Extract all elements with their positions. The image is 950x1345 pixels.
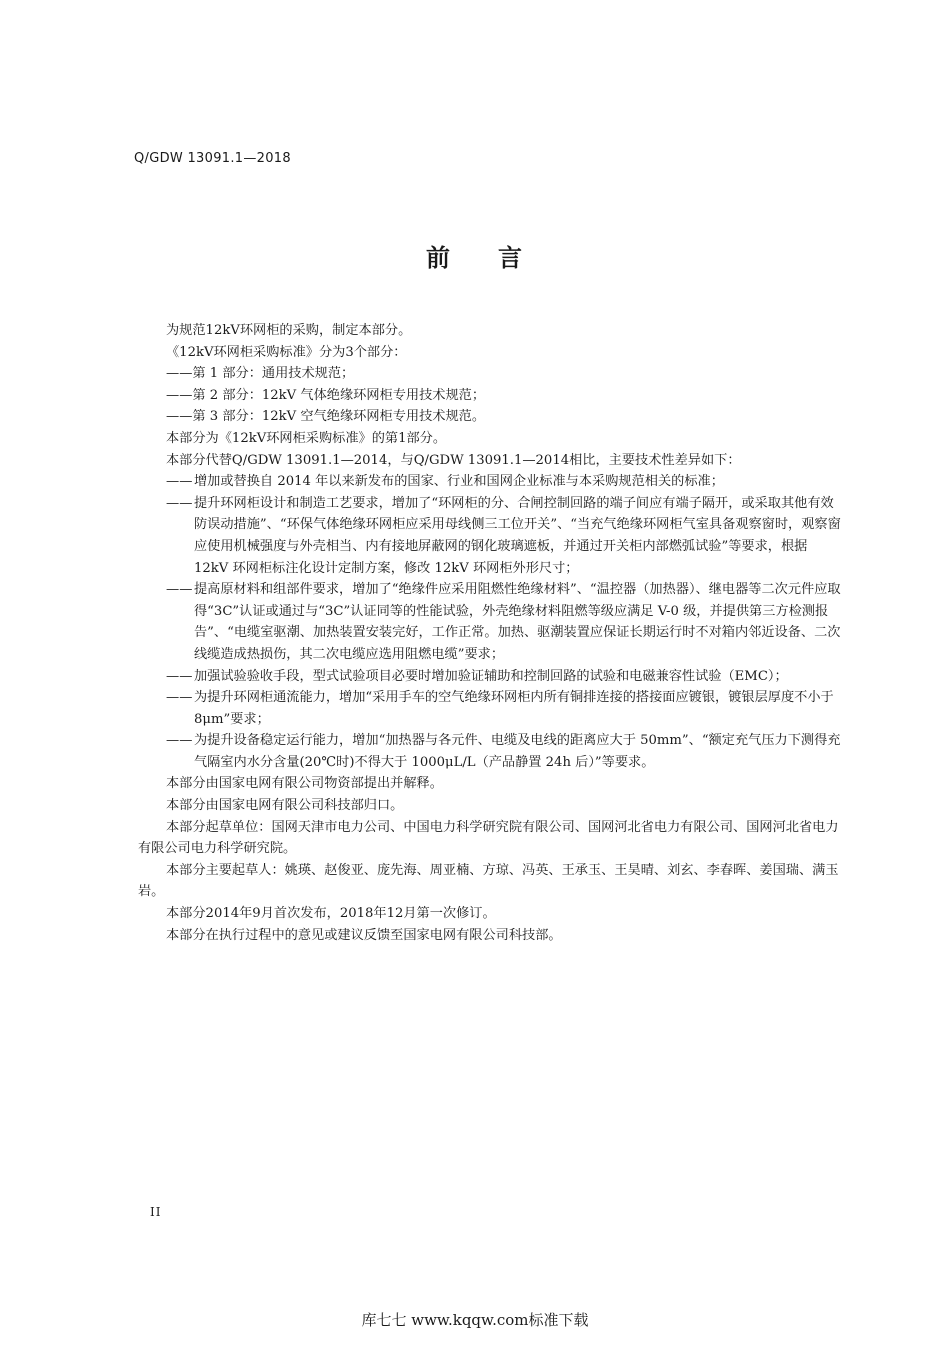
foreword-body — [138, 320, 841, 946]
dash-marker: —— — [166, 474, 193, 490]
paragraph-replaces: 本部分代替Q/GDW 13091.1—2014，与Q/GDW 13091.1—2014相比，主要技术性差异如下： — [166, 452, 741, 468]
page-title — [0, 238, 950, 273]
paragraph-history: 本部分2014年9月首次发布，2018年12月第一次修订。 — [166, 906, 496, 922]
change-item-text: 提升环网柜设计和制造工艺要求，增加了“环网柜的分、合闸控制回路的端子间应有端子隔开，或采取其他有效防误动措施”、“环保气体绝缘环网柜应采用母线侧三工位开关”、“当充气绝缘环网柜气室具备观察窗时，观察窗应使用机械强度与外壳相当、内有接地屏蔽网的钢化玻璃遮板，并通过开关柜内部燃弧试验”等要求，根据 12kV 环网柜标注化设计定制方案，修改 12kV 环网柜外形尺寸； — [194, 495, 841, 576]
paragraph-scope: 本部分为《12kV环网柜采购标准》的第1部分。 — [166, 430, 447, 446]
page-number: II — [150, 1205, 162, 1219]
list-item-part-3: ——第 3 部分：12kV 空气绝缘环网柜专用技术规范。 — [166, 409, 486, 425]
paragraph-structure: 《12kV环网柜采购标准》分为3个部分： — [166, 344, 407, 360]
title-char-1: 前 — [426, 244, 452, 272]
list-item-part-2: ——第 2 部分：12kV 气体绝缘环网柜专用技术规范； — [166, 387, 486, 403]
change-item-text: 加强试验验收手段，型式试验项目必要时增加验证辅助和控制回路的试验和电磁兼容性试验（EMC）； — [194, 668, 788, 684]
change-item-text: 为提升设备稳定运行能力，增加“加热器与各元件、电缆及电线的距离应大于 50mm”、“额定充气压力下测得充气隔室内水分含量(20℃时)不得大于 1000μL/L（产品静置 24h 后）”等要求。 — [194, 733, 841, 770]
paragraph-proposed-by: 本部分由国家电网有限公司物资部提出并解释。 — [166, 776, 443, 792]
change-item — [138, 730, 841, 773]
change-item — [138, 493, 841, 579]
title-char-2: 言 — [498, 244, 524, 272]
change-item-text: 提高原材料和组部件要求，增加了“绝缘件应采用阻燃性绝缘材料”、“温控器（加热器）、继电器等二次元件应取得“3C”认证或通过与“3C”认证同等的性能试验，外壳绝缘材料阻燃等级应满足 V-0 级，并提供第三方检测报告”、“电缆室驱潮、加热装置安装完好，工作正常。加热、驱潮装置应保证长期运行时不对箱内邻近设备、二次线缆造成热损伤，其二次电缆应选用阻燃电缆”要求； — [194, 582, 841, 662]
change-item — [138, 666, 841, 688]
change-item-text: 为提升环网柜通流能力，增加“采用手车的空气绝缘环网柜内所有铜排连接的搭接面应镀银，镀银层厚度不小于 8μm”要求； — [194, 690, 834, 727]
dash-marker: —— — [166, 690, 193, 706]
dash-marker: —— — [166, 495, 193, 511]
paragraph-purpose: 为规范12kV环网柜的采购，制定本部分。 — [166, 323, 412, 338]
paragraph-drafting-units: 本部分起草单位：国网天津市电力公司、中国电力科学研究院有限公司、国网河北省电力有限公司、国网河北省电力有限公司电力科学研究院。 — [138, 819, 839, 857]
list-item-part-1: ——第 1 部分：通用技术规范； — [166, 366, 355, 382]
paragraph-drafters: 本部分主要起草人：姚瑛、赵俊亚、庞先海、周亚楠、方琼、冯英、王承玉、王昊晴、刘玄、李春晖、姜国瑞、满玉岩。 — [138, 862, 839, 900]
change-item — [138, 471, 841, 493]
dash-marker: —— — [166, 733, 193, 749]
dash-marker: —— — [166, 582, 193, 598]
paragraph-centralized-by: 本部分由国家电网有限公司科技部归口。 — [166, 798, 404, 814]
paragraph-feedback: 本部分在执行过程中的意见或建议反馈至国家电网有限公司科技部。 — [166, 927, 562, 943]
footer-watermark[interactable]: 库七七 www.kqqw.com标准下载 — [361, 1311, 589, 1329]
standard-code: Q/GDW 13091.1—2018 — [134, 151, 291, 166]
dash-marker: —— — [166, 668, 193, 684]
change-item — [138, 579, 841, 665]
change-item — [138, 687, 841, 730]
change-item-text: 增加或替换自 2014 年以来新发布的国家、行业和国网企业标准与本采购规范相关的标准； — [194, 474, 724, 490]
